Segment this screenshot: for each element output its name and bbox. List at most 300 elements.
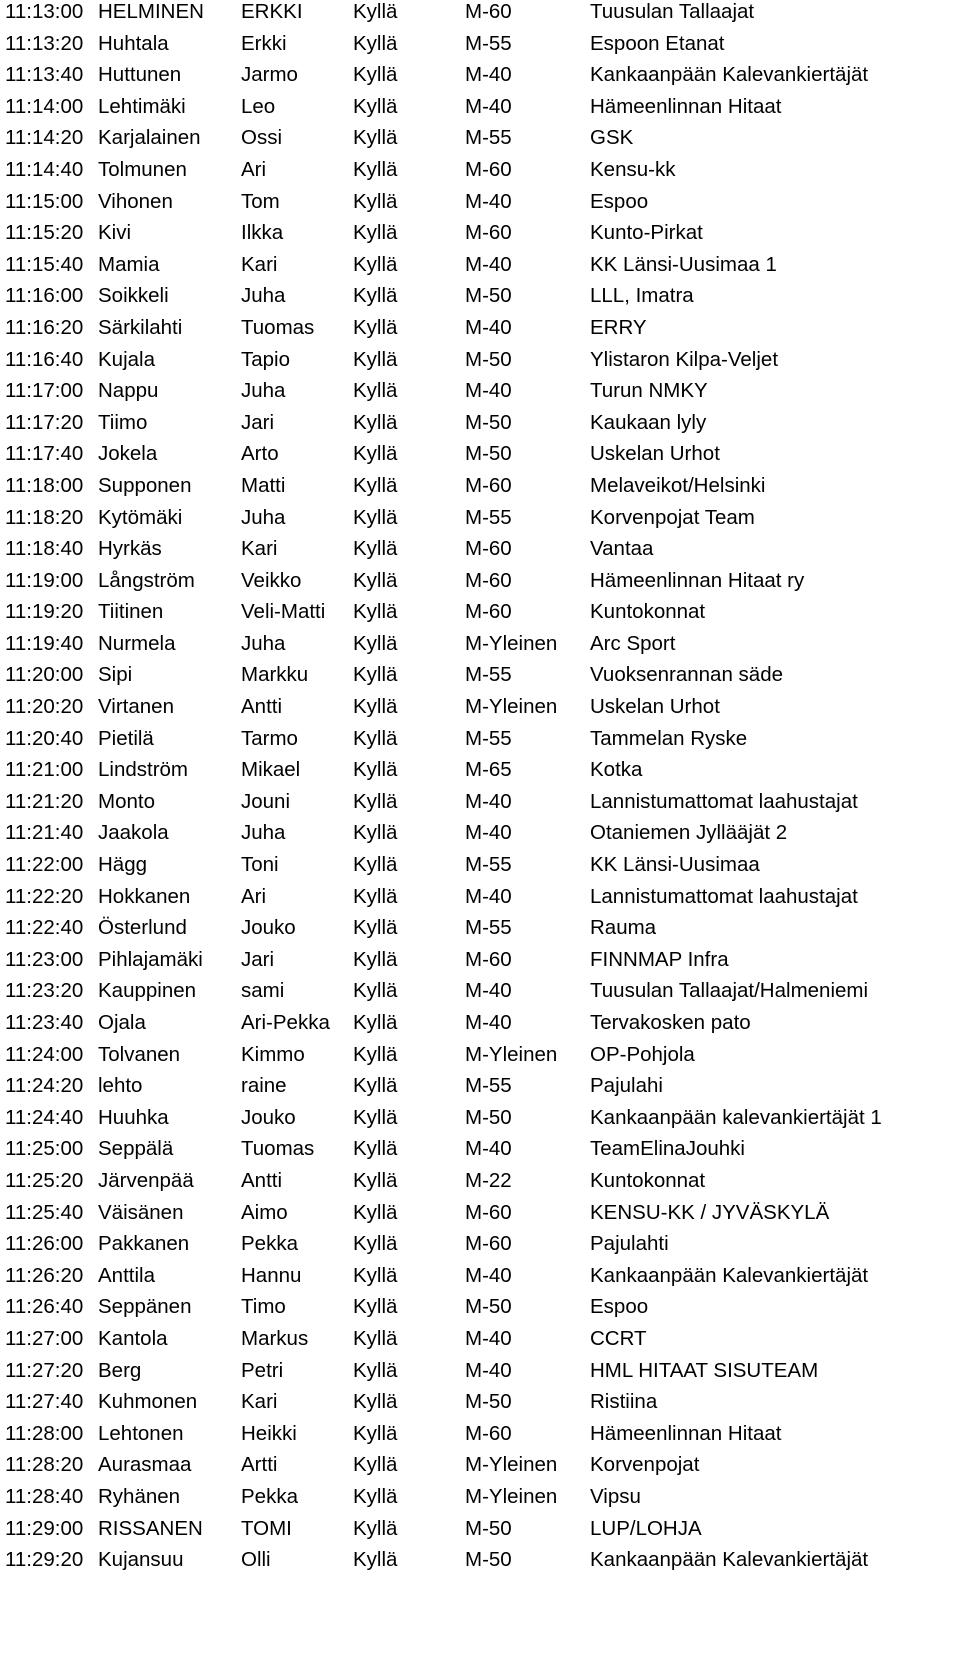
start-time: 11:28:20 <box>5 1453 84 1477</box>
last-name: Sipi <box>98 663 133 687</box>
age-class: M-60 <box>465 157 512 181</box>
start-time: 11:15:20 <box>5 221 84 245</box>
first-name: ERKKI <box>241 0 303 23</box>
last-name: Kauppinen <box>98 979 197 1003</box>
registration-status: Kyllä <box>353 473 398 497</box>
age-class: M-50 <box>465 284 512 308</box>
club-name: ERRY <box>590 315 647 339</box>
registration-status: Kyllä <box>353 537 398 561</box>
registration-status: Kyllä <box>353 31 398 55</box>
age-class: M-40 <box>465 63 512 87</box>
age-class: M-Yleinen <box>465 1042 558 1066</box>
last-name: Österlund <box>98 916 187 940</box>
list-item <box>5 916 955 948</box>
first-name: Kari <box>241 252 278 276</box>
list-item <box>5 695 955 727</box>
club-name: Pajulahi <box>590 1074 663 1098</box>
last-name: Huhtala <box>98 31 169 55</box>
last-name: Anttila <box>98 1263 155 1287</box>
start-time: 11:19:40 <box>5 631 84 655</box>
first-name: Markus <box>241 1326 309 1350</box>
first-name: Jarmo <box>241 63 298 87</box>
list-item <box>5 1074 955 1106</box>
age-class: M-60 <box>465 1232 512 1256</box>
age-class: M-60 <box>465 221 512 245</box>
last-name: Mamia <box>98 252 160 276</box>
club-name: Kaukaan lyly <box>590 410 707 434</box>
registration-status: Kyllä <box>353 695 398 719</box>
list-item <box>5 0 955 32</box>
club-name: Ylistaron Kilpa-Veljet <box>590 347 779 371</box>
last-name: lehto <box>98 1074 143 1098</box>
club-name: GSK <box>590 126 634 150</box>
registration-status: Kyllä <box>353 1295 398 1319</box>
club-name: LLL, Imatra <box>590 284 694 308</box>
age-class: M-40 <box>465 252 512 276</box>
age-class: M-40 <box>465 315 512 339</box>
last-name: Berg <box>98 1358 142 1382</box>
start-time: 11:17:00 <box>5 379 84 403</box>
first-name: Olli <box>241 1548 271 1572</box>
list-item <box>5 885 955 917</box>
start-time: 11:26:00 <box>5 1232 84 1256</box>
registration-status: Kyllä <box>353 789 398 813</box>
last-name: Väisänen <box>98 1200 184 1224</box>
club-name: Pajulahti <box>590 1232 669 1256</box>
first-name: Juha <box>241 284 286 308</box>
list-item <box>5 1169 955 1201</box>
last-name: Pakkanen <box>98 1232 190 1256</box>
club-name: Kankaanpään Kalevankiertäjät <box>590 1548 869 1572</box>
first-name: Ari <box>241 884 267 908</box>
club-name: Uskelan Urhot <box>590 695 720 719</box>
registration-status: Kyllä <box>353 568 398 592</box>
age-class: M-Yleinen <box>465 631 558 655</box>
start-time: 11:15:00 <box>5 189 84 213</box>
list-item <box>5 1232 955 1264</box>
last-name: Lehtimäki <box>98 94 186 118</box>
last-name: Monto <box>98 789 155 813</box>
registration-status: Kyllä <box>353 63 398 87</box>
age-class: M-Yleinen <box>465 1484 558 1508</box>
list-item <box>5 1422 955 1454</box>
first-name: Mikael <box>241 758 301 782</box>
first-name: Jari <box>241 410 275 434</box>
start-time: 11:14:40 <box>5 157 84 181</box>
last-name: Kantola <box>98 1326 168 1350</box>
last-name: Karjalainen <box>98 126 201 150</box>
first-name: Veikko <box>241 568 302 592</box>
start-time: 11:13:40 <box>5 63 84 87</box>
start-time: 11:18:00 <box>5 473 84 497</box>
first-name: Pekka <box>241 1232 298 1256</box>
list-item <box>5 1359 955 1391</box>
registration-status: Kyllä <box>353 1232 398 1256</box>
start-time: 11:16:20 <box>5 315 84 339</box>
age-class: M-55 <box>465 726 512 750</box>
club-name: Tammelan Ryske <box>590 726 748 750</box>
registration-status: Kyllä <box>353 853 398 877</box>
age-class: M-60 <box>465 473 512 497</box>
list-item <box>5 1453 955 1485</box>
age-class: M-40 <box>465 1137 512 1161</box>
club-name: Hämeenlinnan Hitaat <box>590 1421 782 1445</box>
start-time: 11:19:00 <box>5 568 84 592</box>
list-item <box>5 948 955 980</box>
first-name: Ari-Pekka <box>241 1011 330 1034</box>
registration-status: Kyllä <box>353 284 398 308</box>
age-class: M-40 <box>465 1358 512 1382</box>
start-time: 11:23:40 <box>5 1011 84 1034</box>
first-name: Ossi <box>241 126 282 150</box>
age-class: M-55 <box>465 663 512 687</box>
club-name: Lannistumattomat laahustajat <box>590 884 858 908</box>
registration-status: Kyllä <box>353 916 398 940</box>
list-item <box>5 63 955 95</box>
club-name: Tuusulan Tallaajat <box>590 0 755 23</box>
registration-status: Kyllä <box>353 726 398 750</box>
registration-status: Kyllä <box>353 505 398 529</box>
age-class: M-60 <box>465 600 512 624</box>
start-time: 11:15:40 <box>5 252 84 276</box>
club-name: KENSU-KK / JYVÄSKYLÄ <box>590 1200 830 1224</box>
start-time: 11:25:00 <box>5 1137 84 1161</box>
list-item <box>5 95 955 127</box>
first-name: Hannu <box>241 1263 302 1287</box>
last-name: Kivi <box>98 221 132 245</box>
club-name: CCRT <box>590 1326 647 1350</box>
list-item <box>5 790 955 822</box>
last-name: Jokela <box>98 442 158 466</box>
club-name: Kotka <box>590 758 643 782</box>
registration-status: Kyllä <box>353 821 398 845</box>
club-name: Korvenpojat Team <box>590 505 755 529</box>
registration-status: Kyllä <box>353 442 398 466</box>
age-class: M-40 <box>465 1263 512 1287</box>
first-name: Jari <box>241 947 275 971</box>
first-name: Erkki <box>241 31 287 55</box>
start-time: 11:13:00 <box>5 0 84 23</box>
start-time: 11:20:00 <box>5 663 84 687</box>
list-item <box>5 1043 955 1075</box>
age-class: M-Yleinen <box>465 1453 558 1477</box>
list-item <box>5 284 955 316</box>
registration-status: Kyllä <box>353 1453 398 1477</box>
age-class: M-40 <box>465 979 512 1003</box>
list-item <box>5 126 955 158</box>
list-item <box>5 32 955 64</box>
start-time: 11:23:00 <box>5 947 84 971</box>
age-class: M-50 <box>465 442 512 466</box>
age-class: M-50 <box>465 410 512 434</box>
first-name: Kari <box>241 1390 278 1414</box>
age-class: M-60 <box>465 1421 512 1445</box>
last-name: Särkilahti <box>98 315 183 339</box>
start-time: 11:24:20 <box>5 1074 84 1098</box>
age-class: M-60 <box>465 0 512 23</box>
first-name: Juha <box>241 379 286 403</box>
last-name: Huttunen <box>98 63 182 87</box>
last-name: Ryhänen <box>98 1484 181 1508</box>
list-item <box>5 853 955 885</box>
last-name: Hägg <box>98 853 148 877</box>
start-time: 11:14:00 <box>5 94 84 118</box>
registration-status: Kyllä <box>353 1358 398 1382</box>
list-item <box>5 1137 955 1169</box>
first-name: Timo <box>241 1295 286 1319</box>
start-list <box>5 0 955 1580</box>
age-class: M-60 <box>465 1200 512 1224</box>
list-item <box>5 348 955 380</box>
age-class: M-50 <box>465 1295 512 1319</box>
start-time: 11:22:00 <box>5 853 84 877</box>
first-name: Pekka <box>241 1484 298 1508</box>
club-name: Kankaanpään Kalevankiertäjät <box>590 63 869 87</box>
registration-status: Kyllä <box>353 979 398 1003</box>
list-item <box>5 411 955 443</box>
age-class: M-40 <box>465 379 512 403</box>
start-time: 11:16:00 <box>5 284 84 308</box>
list-item <box>5 1264 955 1296</box>
list-item <box>5 442 955 474</box>
start-time: 11:25:20 <box>5 1168 84 1192</box>
start-time: 11:16:40 <box>5 347 84 371</box>
start-time: 11:20:40 <box>5 726 84 750</box>
first-name: Heikki <box>241 1421 297 1445</box>
start-time: 11:26:20 <box>5 1263 84 1287</box>
registration-status: Kyllä <box>353 1421 398 1445</box>
registration-status: Kyllä <box>353 1390 398 1414</box>
club-name: Kuntokonnat <box>590 1168 706 1192</box>
registration-status: Kyllä <box>353 1548 398 1572</box>
start-time: 11:22:20 <box>5 884 84 908</box>
list-item <box>5 727 955 759</box>
last-name: Supponen <box>98 473 192 497</box>
age-class: M-55 <box>465 505 512 529</box>
list-item <box>5 158 955 190</box>
registration-status: Kyllä <box>353 1200 398 1224</box>
last-name: Hyrkäs <box>98 537 162 561</box>
last-name: Virtanen <box>98 695 174 719</box>
first-name: Kimmo <box>241 1042 305 1066</box>
first-name: Tuomas <box>241 315 315 339</box>
list-item <box>5 1201 955 1233</box>
age-class: M-Yleinen <box>465 695 558 719</box>
registration-status: Kyllä <box>353 126 398 150</box>
first-name: Tom <box>241 189 280 213</box>
registration-status: Kyllä <box>353 1137 398 1161</box>
start-time: 11:24:00 <box>5 1042 84 1066</box>
last-name: Seppälä <box>98 1137 174 1161</box>
club-name: Vuoksenrannan säde <box>590 663 783 687</box>
age-class: M-40 <box>465 1326 512 1350</box>
club-name: Espoon Etanat <box>590 31 725 55</box>
list-item <box>5 506 955 538</box>
first-name: Artti <box>241 1453 278 1477</box>
last-name: Jaakola <box>98 821 169 845</box>
start-time: 11:26:40 <box>5 1295 84 1319</box>
list-item <box>5 221 955 253</box>
age-class: M-40 <box>465 94 512 118</box>
start-time: 11:18:40 <box>5 537 84 561</box>
start-time: 11:13:20 <box>5 31 84 55</box>
start-time: 11:24:40 <box>5 1105 84 1129</box>
first-name: Tapio <box>241 347 291 371</box>
first-name: Veli-Matti <box>241 600 326 624</box>
club-name: OP-Pohjola <box>590 1042 695 1066</box>
club-name: Tuusulan Tallaajat/Halmeniemi <box>590 979 869 1003</box>
list-item <box>5 537 955 569</box>
club-name: Tervakosken pato <box>590 1011 751 1034</box>
registration-status: Kyllä <box>353 1516 398 1540</box>
registration-status: Kyllä <box>353 410 398 434</box>
first-name: Tuomas <box>241 1137 315 1161</box>
club-name: HML HITAAT SISUTEAM <box>590 1358 819 1382</box>
registration-status: Kyllä <box>353 1105 398 1129</box>
club-name: Kensu-kk <box>590 157 676 181</box>
last-name: Seppänen <box>98 1295 192 1319</box>
registration-status: Kyllä <box>353 631 398 655</box>
registration-status: Kyllä <box>353 0 398 23</box>
last-name: Hokkanen <box>98 884 191 908</box>
last-name: Nappu <box>98 379 159 403</box>
registration-status: Kyllä <box>353 1042 398 1066</box>
club-name: Korvenpojat <box>590 1453 700 1477</box>
start-time: 11:29:00 <box>5 1516 84 1540</box>
age-class: M-55 <box>465 31 512 55</box>
last-name: Kujansuu <box>98 1548 184 1572</box>
registration-status: Kyllä <box>353 1484 398 1508</box>
start-time: 11:21:20 <box>5 789 84 813</box>
registration-status: Kyllä <box>353 663 398 687</box>
list-item <box>5 316 955 348</box>
first-name: Aimo <box>241 1200 288 1224</box>
start-time: 11:21:40 <box>5 821 84 845</box>
last-name: Långström <box>98 568 195 592</box>
last-name: Kuhmonen <box>98 1390 198 1414</box>
club-name: Espoo <box>590 1295 649 1319</box>
club-name: KK Länsi-Uusimaa 1 <box>590 252 777 276</box>
registration-status: Kyllä <box>353 1011 398 1034</box>
club-name: FINNMAP Infra <box>590 947 729 971</box>
start-time: 11:18:20 <box>5 505 84 529</box>
registration-status: Kyllä <box>353 252 398 276</box>
last-name: Järvenpää <box>98 1168 194 1192</box>
last-name: Tolvanen <box>98 1042 181 1066</box>
start-time: 11:29:20 <box>5 1548 84 1572</box>
list-item <box>5 1548 955 1580</box>
last-name: Lindström <box>98 758 189 782</box>
start-time: 11:27:00 <box>5 1326 84 1350</box>
club-name: Turun NMKY <box>590 379 708 403</box>
first-name: Ari <box>241 157 267 181</box>
registration-status: Kyllä <box>353 1168 398 1192</box>
list-item <box>5 1011 955 1043</box>
club-name: Espoo <box>590 189 649 213</box>
start-time: 11:23:20 <box>5 979 84 1003</box>
first-name: TOMI <box>241 1516 292 1540</box>
registration-status: Kyllä <box>353 1074 398 1098</box>
last-name: Kujala <box>98 347 155 371</box>
club-name: Kuntokonnat <box>590 600 706 624</box>
list-item <box>5 600 955 632</box>
list-item <box>5 1106 955 1138</box>
registration-status: Kyllä <box>353 347 398 371</box>
last-name: RISSANEN <box>98 1516 203 1540</box>
start-time: 11:17:20 <box>5 410 84 434</box>
start-time: 11:27:20 <box>5 1358 84 1382</box>
club-name: Kunto-Pirkat <box>590 221 703 245</box>
last-name: Pietilä <box>98 726 154 750</box>
age-class: M-40 <box>465 884 512 908</box>
age-class: M-60 <box>465 568 512 592</box>
last-name: Huuhka <box>98 1105 169 1129</box>
last-name: Lehtonen <box>98 1421 184 1445</box>
club-name: Kankaanpään kalevankiertäjät 1 <box>590 1105 882 1129</box>
start-time: 11:19:20 <box>5 600 84 624</box>
first-name: Jouni <box>241 789 291 813</box>
registration-status: Kyllä <box>353 1263 398 1287</box>
age-class: M-60 <box>465 537 512 561</box>
start-time: 11:28:40 <box>5 1484 84 1508</box>
list-item <box>5 1295 955 1327</box>
club-name: LUP/LOHJA <box>590 1516 702 1540</box>
registration-status: Kyllä <box>353 379 398 403</box>
first-name: Markku <box>241 663 309 687</box>
list-item <box>5 474 955 506</box>
last-name: Tiimo <box>98 410 148 434</box>
start-time: 11:25:40 <box>5 1200 84 1224</box>
club-name: TeamElinaJouhki <box>590 1137 745 1161</box>
start-time: 11:14:20 <box>5 126 84 150</box>
list-item <box>5 1517 955 1549</box>
list-item <box>5 569 955 601</box>
last-name: Aurasmaa <box>98 1453 192 1477</box>
first-name: raine <box>241 1074 287 1098</box>
age-class: M-50 <box>465 347 512 371</box>
start-time: 11:28:00 <box>5 1421 84 1445</box>
first-name: Antti <box>241 1168 283 1192</box>
age-class: M-50 <box>465 1390 512 1414</box>
list-item <box>5 190 955 222</box>
age-class: M-55 <box>465 1074 512 1098</box>
registration-status: Kyllä <box>353 758 398 782</box>
club-name: Melaveikot/Helsinki <box>590 473 766 497</box>
club-name: Ristiina <box>590 1390 658 1414</box>
age-class: M-40 <box>465 189 512 213</box>
age-class: M-55 <box>465 853 512 877</box>
first-name: Juha <box>241 505 286 529</box>
first-name: Jouko <box>241 916 296 940</box>
first-name: Kari <box>241 537 278 561</box>
list-item <box>5 632 955 664</box>
first-name: Antti <box>241 695 283 719</box>
list-item <box>5 758 955 790</box>
start-time: 11:22:40 <box>5 916 84 940</box>
list-item <box>5 663 955 695</box>
age-class: M-65 <box>465 758 512 782</box>
age-class: M-55 <box>465 126 512 150</box>
last-name: Vihonen <box>98 189 173 213</box>
last-name: Kytömäki <box>98 505 183 529</box>
list-item <box>5 379 955 411</box>
club-name: Vantaa <box>590 537 654 561</box>
age-class: M-60 <box>465 947 512 971</box>
registration-status: Kyllä <box>353 189 398 213</box>
club-name: Hämeenlinnan Hitaat <box>590 94 782 118</box>
list-item <box>5 1327 955 1359</box>
registration-status: Kyllä <box>353 884 398 908</box>
